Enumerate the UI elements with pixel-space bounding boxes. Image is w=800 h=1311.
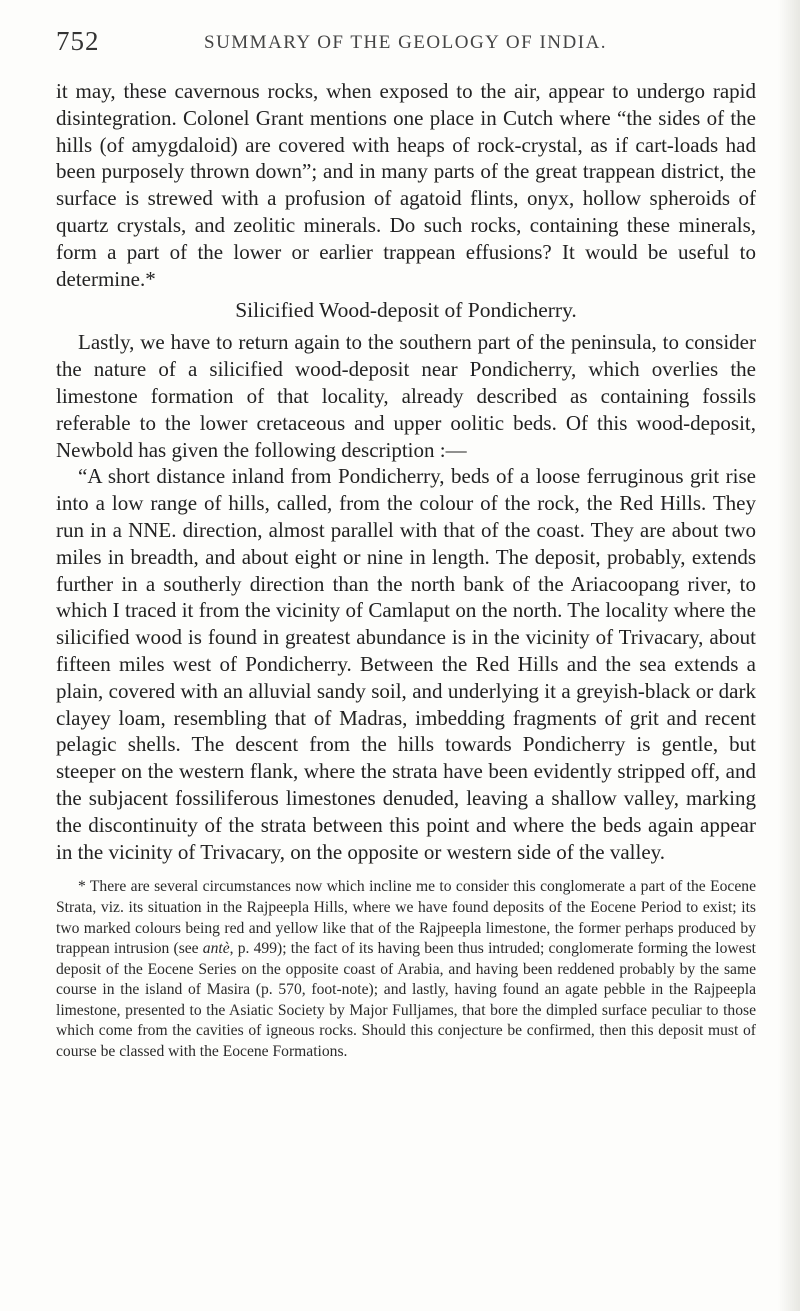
footnote-text-end: , p. 499); the fact of its having been thus intruded; conglomerate forming the lowest deposit of the Eocene Series on the opposite coast of Arabia, and having been reddened probably by the same course in the island of Masira (p. 570, foot-note); and lastly, having found an agate pebble in the Rajpeepla limestone, presented to the Asiatic Society by Major Fulljames, that bore the dimpled surface peculiar to those which come from the cavities of igneous rocks. Should this conjecture be confirmed, then this deposit must of course be classed with the Eocene Formations. bbox=[56, 940, 756, 1061]
page-edge-shadow bbox=[778, 0, 800, 1311]
paragraph-pondicherry: Lastly, we have to return again to the southern part of the peninsula, to consider the nature of a silicified wood-deposit near Pondicherry, which overlies the limestone formation of that locality, already described as containing fossils referable to the lower cretaceous and upper oolitic beds. Of this wood-deposit, Newbold has given the following description :— bbox=[56, 330, 756, 462]
body-text bbox=[56, 78, 756, 1063]
running-head: SUMMARY OF THE GEOLOGY OF INDIA. bbox=[204, 32, 608, 53]
footnote-text-start: * There are several circumstances now which incline me to consider this conglomerate a part of the Eocene Strata, viz. its situation in the Rajpeepla Hills, where we have found deposits of the Eocene Period to exist; its two marked colours being red and yellow like that of the Rajpeepla limestone, the former perhaps produced by trappean intrusion (see bbox=[56, 878, 756, 958]
paragraph-intro: it may, these cavernous rocks, when exposed to the air, appear to undergo rapid disintegration. Colonel Grant mentions one place in Cutch where “the sides of the hills (of amygdaloid) are covered with heaps of rock-crystal, as if cart-loads had been purposely thrown down”; and in many parts of the great trappean district, the surface is strewed with a profusion of agatoid flints, onyx, hollow spheroids of quartz crystals, and zeolitic minerals. Do such rocks, containing these minerals, form a part of the lower or earlier trappean effusions? It would be useful to determine.* bbox=[56, 79, 756, 291]
footnote bbox=[56, 877, 756, 1062]
paragraph-newbold-quote: “A short distance inland from Pondicherry, beds of a loose ferruginous grit rise into a low range of hills, called, from the colour of the rock, the Red Hills. They run in a NNE. direction, almost parallel with that of the coast. They are about two miles in breadth, and about eight or nine in length. The deposit, probably, extends further in a southerly direction than the north bank of the Ariacoopang river, to which I traced it from the vicinity of Camlaput on the north. The locality where the silicified wood is found in greatest abundance is in the vicinity of Trivacary, about fifteen miles west of Pondicherry. Between the Red Hills and the sea extends a plain, covered with an alluvial sandy soil, and underlying it a greyish-black or dark clayey loam, resembling that of Madras, imbedding fragments of grit and recent pelagic shells. The descent from the hills towards Pondicherry is gentle, but steeper on the western flank, where the strata have been evidently stripped off, and the subjacent fossiliferous limestones denuded, leaving a shallow valley, marking the discontinuity of the strata between this point and where the beds again appear in the vicinity of Trivacary, on the opposite or western side of the valley. bbox=[56, 464, 756, 864]
page-header bbox=[56, 26, 756, 66]
footnote-italic: antè bbox=[202, 940, 230, 958]
page-number: 752 bbox=[56, 26, 100, 56]
section-heading: Silicified Wood-deposit of Pondicherry. bbox=[235, 298, 577, 323]
